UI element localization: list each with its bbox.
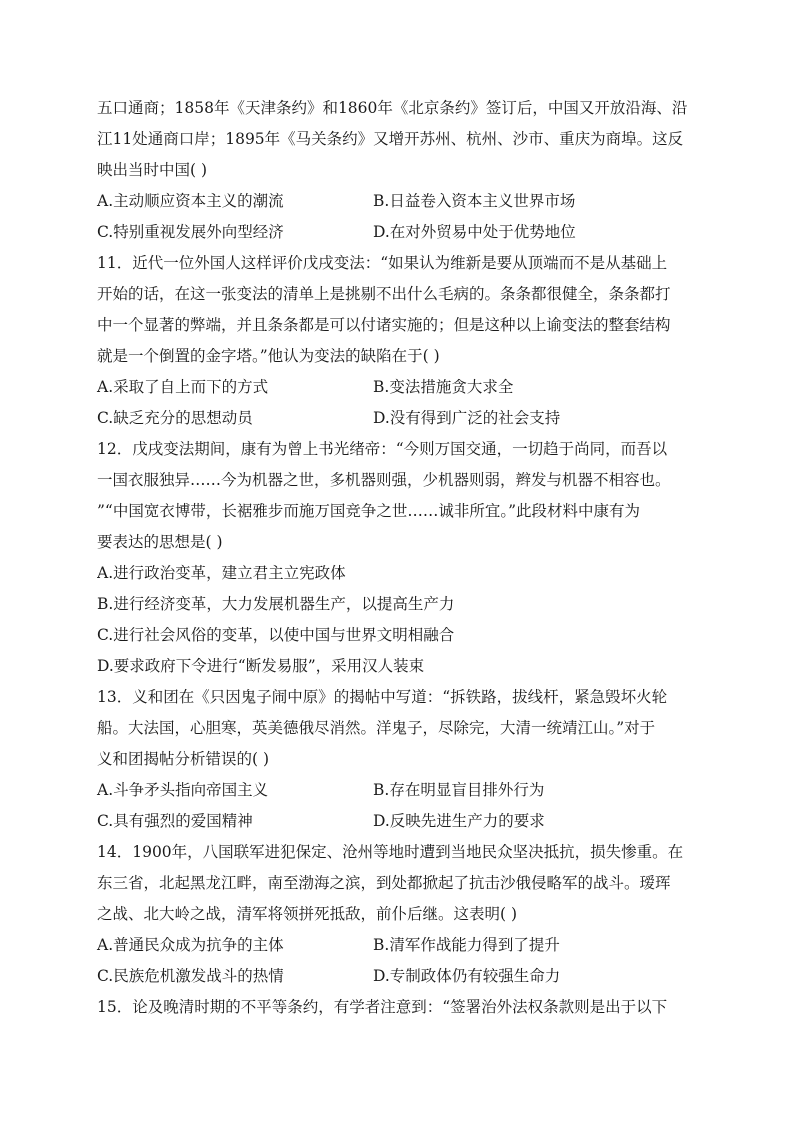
question-15-stem-line-1: 15．论及晚清时期的不平等条约，有学者注意到：“签署治外法权条款则是出于以下 xyxy=(97,998,668,1016)
question-14-option-a: A.普通民众成为抗争的主体 xyxy=(97,936,284,954)
question-15 xyxy=(97,992,697,1023)
question-10-stem-line-1: 五口通商；1858年《天津条约》和1860年《北京条约》签订后，中国又开放沿海、沿 xyxy=(97,99,688,117)
question-11-options-row-2 xyxy=(97,403,697,434)
question-11-option-a: A.采取了自上而下的方式 xyxy=(97,378,269,396)
question-13 xyxy=(97,682,697,837)
question-13-options-row-2 xyxy=(97,806,697,837)
document-page xyxy=(97,93,697,1023)
question-12-option-c: C.进行社会风俗的变革，以使中国与世界文明相融合 xyxy=(97,626,455,644)
question-10-stem-line-2: 江11处通商口岸；1895年《马关条约》又增开苏州、杭州、沙市、重庆为商埠。这反 xyxy=(97,130,684,148)
question-10-option-b: B.日益卷入资本主义世界市场 xyxy=(373,192,576,210)
question-14-stem-line-1: 14．1900年，八国联军进犯保定、沧州等地时遭到当地民众坚决抵抗，损失惨重。在 xyxy=(97,843,684,861)
question-14-option-b: B.清军作战能力得到了提升 xyxy=(373,936,560,954)
question-10-option-c: C.特别重视发展外向型经济 xyxy=(97,223,284,241)
question-12-stem-line-1: 12．戊戌变法期间，康有为曾上书光绪帝：“今则万国交通，一切趋于尚同，而吾以 xyxy=(97,440,668,458)
question-10-option-d: D.在对外贸易中处于优势地位 xyxy=(373,223,576,241)
question-12-stem-line-4: 要表达的思想是( ) xyxy=(97,533,223,551)
question-13-option-a: A.斗争矛头指向帝国主义 xyxy=(97,781,269,799)
question-12-option-d: D.要求政府下令进行“断发易服”，采用汉人装束 xyxy=(97,657,425,675)
question-14-stem-line-2: 东三省，北起黑龙江畔，南至渤海之滨，到处都掀起了抗击沙俄侵略军的战斗。瑷珲 xyxy=(97,874,671,892)
question-14-options-row-2 xyxy=(97,961,697,992)
question-12 xyxy=(97,434,697,682)
question-11-stem-line-2: 开始的话，在这一张变法的清单上是挑剔不出什么毛病的。条条都很健全，条条都打 xyxy=(97,285,671,303)
question-11-stem-line-4: 就是一个倒置的金字塔。”他认为变法的缺陷在于( ) xyxy=(97,347,440,365)
question-13-stem-line-3: 义和团揭帖分析错误的( ) xyxy=(97,750,270,768)
question-13-option-b: B.存在明显盲目排外行为 xyxy=(373,781,545,799)
question-12-option-a: A.进行政治变革，建立君主立宪政体 xyxy=(97,564,346,582)
question-14-stem-line-3: 之战、北大岭之战，清军将领拼死抵敌，前仆后继。这表明( ) xyxy=(97,905,518,923)
question-13-options-row-1 xyxy=(97,775,697,806)
question-14 xyxy=(97,837,697,992)
question-10-stem-line-3: 映出当时中国( ) xyxy=(97,161,208,179)
question-11-stem-line-3: 中一个显著的弊端，并且条条都是可以付诸实施的；但是这种以上谕变法的整套结构 xyxy=(97,316,671,334)
question-11-option-d: D.没有得到广泛的社会支持 xyxy=(373,409,561,427)
question-13-option-c: C.具有强烈的爱国精神 xyxy=(97,812,253,830)
question-10 xyxy=(97,93,697,248)
question-13-option-d: D.反映先进生产力的要求 xyxy=(373,812,545,830)
question-11 xyxy=(97,248,697,434)
question-10-options-row-2 xyxy=(97,217,697,248)
question-14-options-row-1 xyxy=(97,930,697,961)
question-12-stem-line-2: 一国衣服独异……今为机器之世，多机器则强，少机器则弱，辫发与机器不相容也。 xyxy=(97,471,671,489)
question-11-options-row-1 xyxy=(97,372,697,403)
question-11-stem-line-1: 11．近代一位外国人这样评价戊戌变法：“如果认为维新是要从顶端而不是从基础上 xyxy=(97,254,668,272)
question-11-option-c: C.缺乏充分的思想动员 xyxy=(97,409,253,427)
question-10-options-row-1 xyxy=(97,186,697,217)
question-14-option-d: D.专制政体仍有较强生命力 xyxy=(373,967,561,985)
question-11-option-b: B.变法措施贪大求全 xyxy=(373,378,514,396)
question-10-option-a: A.主动顺应资本主义的潮流 xyxy=(97,192,284,210)
question-12-option-b: B.进行经济变革，大力发展机器生产，以提高生产力 xyxy=(97,595,455,613)
question-12-stem-line-3: ”“中国宽衣博带，长裾雅步而施万国竞争之世……诚非所宜。”此段材料中康有为 xyxy=(97,502,641,520)
question-13-stem-line-2: 船。大法国，心胆寒，英美德俄尽消然。洋鬼子，尽除完，大清一统靖江山。”对于 xyxy=(97,719,656,737)
question-13-stem-line-1: 13．义和团在《只因鬼子闹中原》的揭帖中写道：“拆铁路，拔线杆，紧急毁坏火轮 xyxy=(97,688,668,706)
question-14-option-c: C.民族危机激发战斗的热情 xyxy=(97,967,284,985)
